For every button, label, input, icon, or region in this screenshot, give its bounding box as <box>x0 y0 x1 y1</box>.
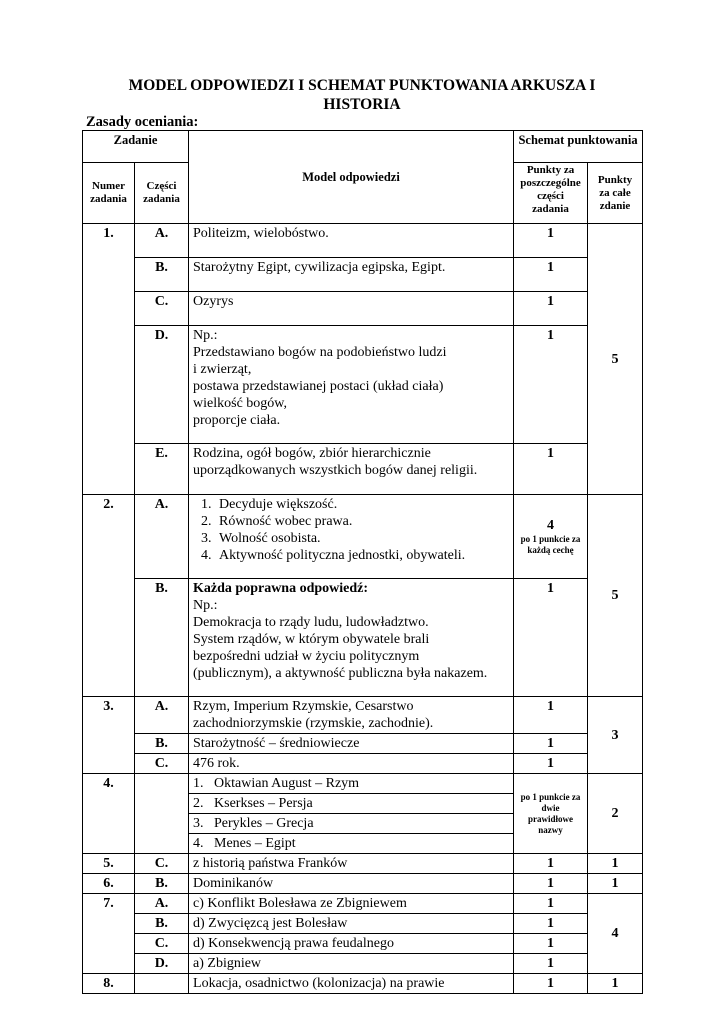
answer-text: Politeizm, wielobóstwo. <box>189 224 514 258</box>
answer-line: i zwierząt, <box>193 362 252 377</box>
task-number: 6. <box>83 874 135 894</box>
part-points: 1 <box>514 258 588 292</box>
answer-line: uporządkowanych wszystkich bogów danej religii. <box>193 463 478 478</box>
part-points: 1 <box>514 974 588 994</box>
answer-line: proporcje ciała. <box>193 413 281 428</box>
table-row <box>83 326 643 444</box>
table-row <box>83 444 643 495</box>
table-row <box>83 579 643 697</box>
task-part: C. <box>135 934 189 954</box>
answer-list <box>193 496 509 564</box>
list-item: Kserkses – Persja <box>214 796 313 811</box>
answer-text: d) Konsekwencją prawa feudalnego <box>189 934 514 954</box>
list-item: Menes – Egipt <box>214 836 296 851</box>
part-points <box>514 495 588 579</box>
answer-text: Dominikanów <box>189 874 514 894</box>
list-item: 1. Decyduje większość. <box>215 496 509 513</box>
answer-line: postawa przedstawianej postaci (układ ciała) <box>193 379 444 394</box>
task-part: E. <box>135 444 189 495</box>
task-part: A. <box>135 697 189 734</box>
header-punkty-czesci: Punkty za poszczególne części zadania <box>514 163 588 224</box>
answer-line: Np.: <box>193 328 218 343</box>
answer-line: Rzym, Imperium Rzymskie, Cesarstwo <box>193 699 414 714</box>
table-row <box>83 974 643 994</box>
answer-line: (publicznym), a aktywność publiczna była nakazem. <box>193 666 488 681</box>
title-line-2: HISTORIA <box>323 96 401 113</box>
task-number: 7. <box>83 894 135 974</box>
document-title <box>82 76 642 114</box>
task-number: 3. <box>83 697 135 774</box>
answer-text <box>189 444 514 495</box>
table-row <box>83 754 643 774</box>
task-number: 8. <box>83 974 135 994</box>
header-row-1 <box>83 131 643 163</box>
header-model: Model odpowiedzi <box>189 131 514 224</box>
points-note: po 1 punkcie za każdą cechę <box>520 534 581 555</box>
answer-text: Starożytność – średniowiecze <box>189 734 514 754</box>
task-part: C. <box>135 754 189 774</box>
task-part: A. <box>135 224 189 258</box>
task-part: D. <box>135 326 189 444</box>
part-points: 1 <box>514 854 588 874</box>
task-points: 1 <box>588 874 643 894</box>
task-number: 4. <box>83 774 135 854</box>
answer-text: z historią państwa Franków <box>189 854 514 874</box>
table-row <box>83 934 643 954</box>
part-points-value: 4 <box>547 518 555 533</box>
answer-text: 4. Menes – Egipt <box>189 834 514 854</box>
part-points: 1 <box>514 954 588 974</box>
answer-line: wielkość bogów, <box>193 396 287 411</box>
answer-text: Starożytny Egipt, cywilizacja egipska, Egipt. <box>189 258 514 292</box>
answer-text: d) Zwycięzcą jest Bolesław <box>189 914 514 934</box>
task-part: C. <box>135 292 189 326</box>
task-points: 5 <box>588 495 643 697</box>
answer-line: Rodzina, ogół bogów, zbiór hierarchicznie <box>193 446 431 461</box>
task-part: B. <box>135 914 189 934</box>
part-points: 1 <box>514 292 588 326</box>
task-part: B. <box>135 734 189 754</box>
part-points: 1 <box>514 734 588 754</box>
task-part-empty <box>135 974 189 994</box>
answer-text: Ozyrys <box>189 292 514 326</box>
answer-text: Lokacja, osadnictwo (kolonizacja) na prawie <box>189 974 514 994</box>
answer-line: Przedstawiano bogów na podobieństwo ludzi <box>193 345 447 360</box>
part-points: 1 <box>514 697 588 734</box>
table-row <box>83 292 643 326</box>
task-part: A. <box>135 894 189 914</box>
task-part: B. <box>135 258 189 292</box>
part-points: 1 <box>514 934 588 954</box>
answer-text: a) Zbigniew <box>189 954 514 974</box>
answer-text: 2. Kserkses – Persja <box>189 794 514 814</box>
part-points: 1 <box>514 224 588 258</box>
answer-line-bold: Każda poprawna odpowiedź: <box>193 581 369 596</box>
answer-line: Demokracja to rządy ludu, ludowładztwo. <box>193 615 429 630</box>
table-row <box>83 495 643 579</box>
task-points: 1 <box>588 974 643 994</box>
table-row <box>83 734 643 754</box>
task-part: B. <box>135 874 189 894</box>
part-points: 1 <box>514 874 588 894</box>
task-points: 3 <box>588 697 643 774</box>
task-points: 5 <box>588 224 643 495</box>
list-item: Perykles – Grecja <box>214 816 314 831</box>
task-points: 2 <box>588 774 643 854</box>
header-zadanie: Zadanie <box>83 131 189 163</box>
answer-text: 1. Oktawian August – Rzym <box>189 774 514 794</box>
table-row <box>83 774 643 794</box>
task-part-empty <box>135 774 189 854</box>
table-row <box>83 854 643 874</box>
header-punkty-cale: Punkty za całe zdanie <box>588 163 643 224</box>
task-part: A. <box>135 495 189 579</box>
answer-text: c) Konflikt Bolesława ze Zbigniewem <box>189 894 514 914</box>
answer-text <box>189 697 514 734</box>
answer-text: 3. Perykles – Grecja <box>189 814 514 834</box>
task-part: C. <box>135 854 189 874</box>
table-row <box>83 697 643 734</box>
answer-line: bezpośredni udział w życiu politycznym <box>193 649 420 664</box>
list-item: 4. Aktywność polityczna jednostki, obywateli. <box>215 547 509 564</box>
header-numer: Numer zadania <box>83 163 135 224</box>
table-row <box>83 914 643 934</box>
task-number: 1. <box>83 224 135 495</box>
part-points: 1 <box>514 326 588 444</box>
part-points: 1 <box>514 754 588 774</box>
part-points: 1 <box>514 444 588 495</box>
answer-line: zachodniorzymskie (rzymskie, zachodnie). <box>193 716 434 731</box>
grading-rules-heading: Zasady oceniania: <box>86 114 199 130</box>
list-item: 2. Równość wobec prawa. <box>215 513 509 530</box>
part-points: 1 <box>514 914 588 934</box>
table-row <box>83 224 643 258</box>
list-item: 3. Wolność osobista. <box>215 530 509 547</box>
answer-text: 476 rok. <box>189 754 514 774</box>
table-row <box>83 954 643 974</box>
answer-line: Np.: <box>193 598 218 613</box>
answer-table <box>82 130 643 994</box>
title-line-1: MODEL ODPOWIEDZI I SCHEMAT PUNKTOWANIA ARKUSZA I <box>128 77 596 94</box>
points-note: po 1 punkcie za dwie prawidłowe nazwy <box>514 774 588 854</box>
task-number: 5. <box>83 854 135 874</box>
task-part: D. <box>135 954 189 974</box>
list-item: Oktawian August – Rzym <box>214 776 360 791</box>
task-part: B. <box>135 579 189 697</box>
answer-text <box>189 495 514 579</box>
table-row <box>83 894 643 914</box>
table-row <box>83 258 643 292</box>
task-number: 2. <box>83 495 135 697</box>
table-row <box>83 874 643 894</box>
answer-text <box>189 579 514 697</box>
task-points: 4 <box>588 894 643 974</box>
part-points: 1 <box>514 894 588 914</box>
header-schemat: Schemat punktowania <box>514 131 643 163</box>
answer-text <box>189 326 514 444</box>
answer-line: System rządów, w którym obywatele brali <box>193 632 430 647</box>
header-czesci: Części zadania <box>135 163 189 224</box>
task-points: 1 <box>588 854 643 874</box>
part-points: 1 <box>514 579 588 697</box>
